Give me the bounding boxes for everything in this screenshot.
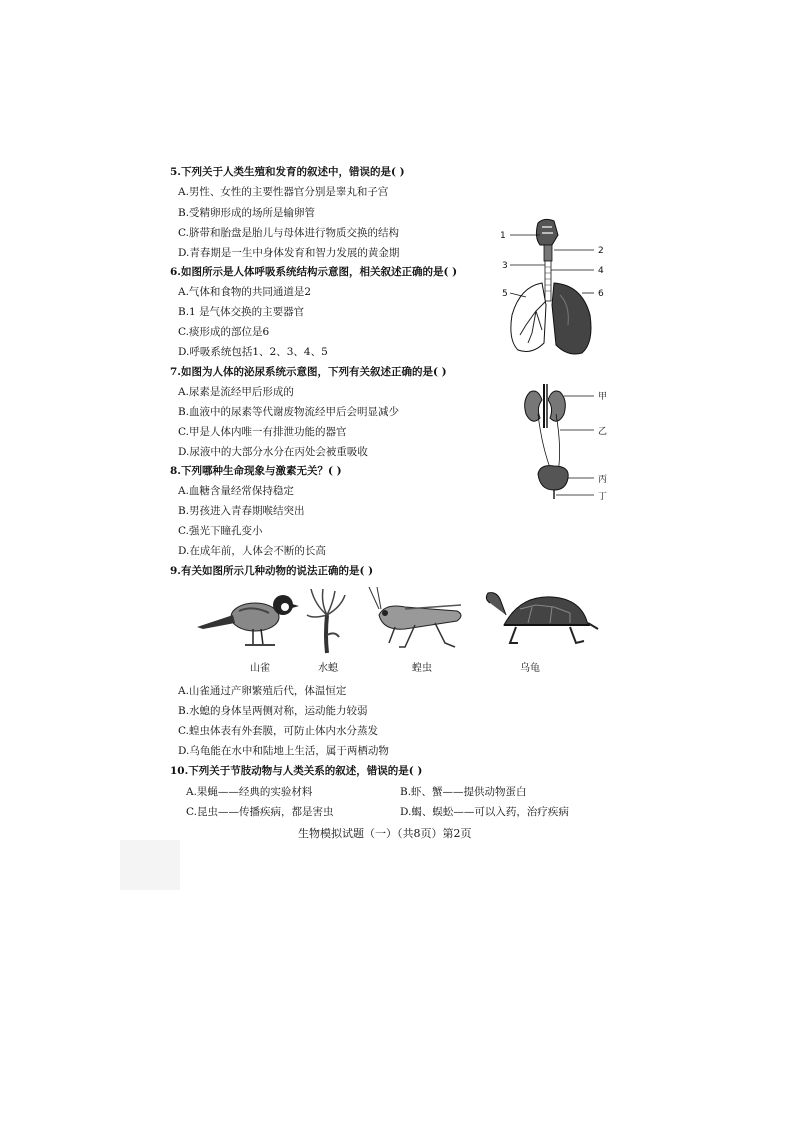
resp-label-4: 4 (598, 266, 604, 276)
q10-option-b: B.虾、蟹——提供动物蛋白 (400, 786, 527, 798)
q7-option-a: A.尿素是流经甲后形成的 (178, 386, 294, 398)
animal-label-tit: 山雀 (250, 663, 270, 674)
q9-option-a: A.山雀通过产卵繁殖后代，体温恒定 (178, 685, 347, 697)
q7-option-b: B.血液中的尿素等代谢废物流经甲后会明显减少 (178, 406, 400, 418)
q6-option-a: A.气体和食物的共同通道是2 (178, 286, 312, 298)
q10-stem: 10.下列关于节肢动物与人类关系的叙述，错误的是( ) (170, 765, 423, 777)
resp-label-2: 2 (598, 246, 604, 256)
scan-smudge (120, 840, 180, 890)
resp-label-3: 3 (502, 261, 508, 271)
q9-option-c: C.蝗虫体表有外套膜，可防止体内水分蒸发 (178, 725, 378, 737)
locust-image (365, 585, 470, 655)
q5-option-d: D.青春期是一生中身体发育和智力发展的黄金期 (178, 247, 400, 259)
q8-stem: 8.下列哪种生命现象与激素无关？( ) (170, 465, 342, 477)
resp-label-1: 1 (500, 231, 506, 241)
q10-option-d: D.蝎、蜈蚣——可以入药，治疗疾病 (400, 806, 569, 818)
respiratory-system-diagram (498, 215, 608, 360)
q8-option-a: A.血糖含量经常保持稳定 (178, 485, 294, 497)
q6-option-b: B.1 是气体交换的主要器官 (178, 306, 305, 318)
animal-label-turtle: 乌龟 (520, 663, 540, 674)
q10-option-c: C.昆虫——传播疾病，都是害虫 (186, 806, 334, 818)
q5-stem: 5.下列关于人类生殖和发育的叙述中，错误的是( ) (170, 166, 405, 178)
q6-option-d: D.呼吸系统包括1、2、3、4、5 (178, 346, 328, 358)
q9-option-b: B.水螅的身体呈两侧对称，运动能力较弱 (178, 705, 368, 717)
q7-option-d: D.尿液中的大部分水分在丙处会被重吸收 (178, 446, 368, 458)
urinary-label-jia: 甲 (598, 392, 608, 402)
q9-option-d: D.乌龟能在水中和陆地上生活，属于两栖动物 (178, 745, 389, 757)
hydra-image (305, 585, 350, 655)
urinary-system-diagram (520, 378, 620, 503)
q6-option-c: C.痰形成的部位是6 (178, 326, 270, 338)
q5-option-a: A.男性、女性的主要性器官分别是睾丸和子宫 (178, 186, 389, 198)
q5-option-c: C.脐带和胎盘是胎儿与母体进行物质交换的结构 (178, 227, 399, 239)
q7-stem: 7.如图为人体的泌尿系统示意图，下列有关叙述正确的是( ) (170, 366, 447, 378)
q10-option-a: A.果蝇——经典的实验材料 (186, 786, 313, 798)
urinary-label-yi: 乙 (598, 427, 608, 437)
q5-option-b: B.受精卵形成的场所是输卵管 (178, 207, 316, 219)
animal-label-hydra: 水螅 (318, 663, 338, 674)
q8-option-c: C.强光下瞳孔变小 (178, 525, 263, 537)
q9-stem: 9.有关如图所示几种动物的说法正确的是( ) (170, 565, 374, 577)
tit-bird-image (195, 585, 305, 655)
page-footer: 生物模拟试题（一）（共8页）第2页 (298, 827, 472, 840)
q7-option-c: C.甲是人体内唯一有排泄功能的器官 (178, 426, 347, 438)
animal-label-locust: 蝗虫 (412, 663, 432, 674)
urinary-label-bing: 丙 (598, 475, 608, 485)
resp-label-5: 5 (502, 289, 508, 299)
q8-option-d: D.在成年前，人体会不断的长高 (178, 545, 326, 557)
q6-stem: 6.如图所示是人体呼吸系统结构示意图，相关叙述正确的是( ) (170, 266, 458, 278)
q8-option-b: B.男孩进入青春期喉结突出 (178, 505, 305, 517)
turtle-image (480, 585, 600, 655)
urinary-label-ding: 丁 (598, 492, 608, 502)
resp-label-6: 6 (598, 289, 604, 299)
